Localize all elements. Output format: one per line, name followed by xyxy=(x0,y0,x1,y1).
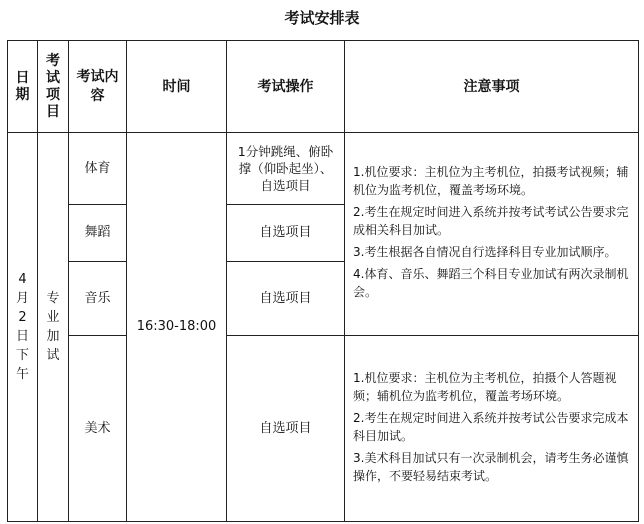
note-item: 1.机位要求：主机位为主考机位，拍摄考试视频；辅机位为监考机位，覆盖考场环境。 xyxy=(353,165,629,197)
operation-cell: 自选项目 xyxy=(227,262,345,336)
operation-cell: 1分钟跳绳、俯卧撑（仰卧起坐）、自选项目 xyxy=(227,133,345,205)
subject-cell: 专业加试 xyxy=(38,133,69,522)
table-row xyxy=(8,133,639,205)
note-item: 1.机位要求：主机位为主考机位，拍摄个人答题视频；辅机位为监考机位，覆盖考场环境。 xyxy=(353,370,617,403)
content-cell: 音乐 xyxy=(69,262,127,336)
header-content: 考试内容 xyxy=(69,41,127,133)
date-cell: 4月2日下午 xyxy=(8,133,38,522)
header-operation: 考试操作 xyxy=(227,41,345,133)
header-subject: 考试项目 xyxy=(38,41,69,133)
header-row xyxy=(8,41,639,133)
time-cell: 16:30-18:00 xyxy=(127,133,227,522)
content-cell: 舞蹈 xyxy=(69,205,127,262)
header-date: 日期 xyxy=(8,41,38,133)
header-time: 时间 xyxy=(127,41,227,133)
operation-cell: 自选项目 xyxy=(227,205,345,262)
table-row xyxy=(8,336,639,522)
header-notes: 注意事项 xyxy=(345,41,639,133)
note-item: 3.美术科目加试只有一次录制机会，请考生务必谨慎操作，不要轻易结束考试。 xyxy=(353,450,629,483)
page-title: 考试安排表 xyxy=(284,9,360,27)
note-item: 4.体育、音乐、舞蹈三个科目专业加试有两次录制机会。 xyxy=(353,267,629,299)
content-cell: 美术 xyxy=(69,336,127,522)
notes-cell-group1 xyxy=(345,133,639,336)
notes-cell-group2 xyxy=(345,336,639,522)
exam-schedule-table xyxy=(7,40,639,522)
note-item: 2.考生在规定时间进入系统并按考试考试公告要求完成相关科目加试。 xyxy=(353,205,629,237)
operation-cell: 自选项目 xyxy=(227,336,345,522)
note-item: 3.考生根据各自情况自行选择科目专业加试顺序。 xyxy=(353,245,617,259)
content-cell: 体育 xyxy=(69,133,127,205)
note-item: 2.考生在规定时间进入系统并按考试公告要求完成本科目加试。 xyxy=(353,410,629,443)
